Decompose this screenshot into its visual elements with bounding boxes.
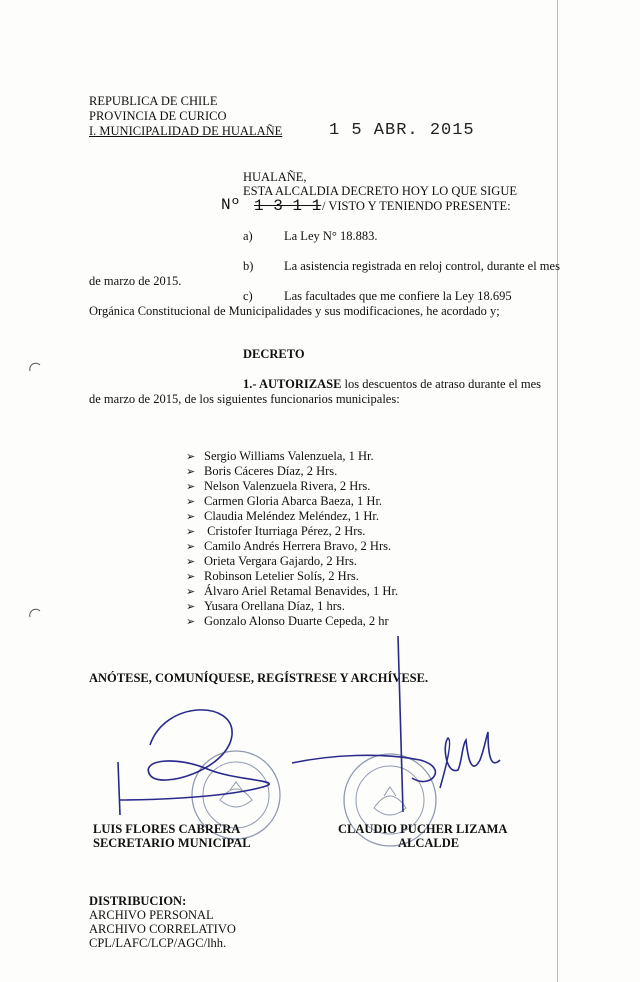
consideration-a-label: a)	[243, 229, 253, 243]
arrow-bullet-icon: ➢	[186, 616, 196, 628]
letterhead-country: REPUBLICA DE CHILE	[89, 94, 218, 108]
arrow-bullet-icon: ➢	[186, 556, 196, 568]
decree-item-text: los descuentos de atraso durante el mes	[341, 377, 542, 391]
list-item: ➢ Carmen Gloria Abarca Baeza, 1 Hr.	[186, 494, 383, 508]
consideration-c-label: c)	[243, 289, 253, 303]
letterhead-municipality: I. MUNICIPALIDAD DE HUALAÑE	[89, 124, 283, 138]
letterhead-province: PROVINCIA DE CURICO	[89, 109, 227, 123]
list-item: ➢ Orieta Vergara Gajardo, 2 Hrs.	[186, 554, 357, 568]
left-signatory-name: LUIS FLORES CABRERA	[93, 822, 241, 836]
visto-line: / VISTO Y TENIENDO PRESENTE:	[322, 199, 511, 213]
arrow-bullet-icon: ➢	[186, 481, 196, 493]
arrow-bullet-icon: ➢	[186, 466, 196, 478]
distribution-line: CPL/LAFC/LCP/AGC/lhh.	[89, 936, 227, 950]
arrow-bullet-icon: ➢	[186, 586, 196, 598]
list-item: ➢ Nelson Valenzuela Rivera, 2 Hrs.	[186, 479, 371, 493]
arrow-bullet-icon: ➢	[186, 541, 196, 553]
decree-number: 1 3 1 1	[254, 197, 322, 215]
list-item: ➢ Cristofer Iturriaga Pérez, 2 Hrs.	[186, 524, 366, 538]
right-signatory-title: ALCALDE	[398, 836, 460, 850]
decree-heading: DECRETO	[243, 347, 305, 361]
punch-hole-mark-icon	[30, 363, 40, 371]
consideration-a-text: La Ley N° 18.883.	[284, 229, 378, 243]
list-item: ➢ Sergio Williams Valenzuela, 1 Hr.	[186, 449, 374, 463]
arrow-bullet-icon: ➢	[186, 526, 196, 538]
distribution-line: ARCHIVO CORRELATIVO	[89, 922, 236, 936]
consideration-b-text: La asistencia registrada en reloj control, durante el mes	[284, 259, 560, 273]
decree-number-prefix: Nº	[221, 196, 241, 214]
closing-formula: ANÓTESE, COMUNÍQUESE, REGÍSTRESE Y ARCHÍVESE.	[89, 671, 429, 685]
date-stamp: 1 5 ABR. 2015	[329, 121, 475, 140]
consideration-c-text: Las facultades que me confiere la Ley 18.695	[284, 289, 512, 303]
arrow-bullet-icon: ➢	[186, 571, 196, 583]
consideration-b-continuation: de marzo de 2015.	[89, 274, 182, 288]
list-item: ➢ Camilo Andrés Herrera Bravo, 2 Hrs.	[186, 539, 392, 553]
punch-hole-mark-icon	[30, 609, 40, 617]
list-item: ➢ Boris Cáceres Díaz, 2 Hrs.	[186, 464, 338, 478]
arrow-bullet-icon: ➢	[186, 601, 196, 613]
consideration-c-continuation: Orgánica Constitucional de Municipalidades y sus modificaciones, he acordado y;	[89, 304, 500, 318]
distribution-line: ARCHIVO PERSONAL	[89, 908, 214, 922]
decree-item-number: 1.- AUTORIZASE	[243, 377, 342, 391]
right-signatory-name: CLAUDIO PUCHER LIZAMA	[338, 822, 508, 836]
decree-item-continuation: de marzo de 2015, de los siguientes funcionarios municipales:	[89, 392, 400, 406]
decree-today-line: ESTA ALCALDIA DECRETO HOY LO QUE SIGUE	[243, 184, 517, 198]
left-signature-icon	[118, 710, 269, 815]
arrow-bullet-icon: ➢	[186, 511, 196, 523]
distribution-heading: DISTRIBUCION:	[89, 894, 187, 908]
left-signatory-title: SECRETARIO MUNICIPAL	[93, 836, 251, 850]
list-item: ➢ Álvaro Ariel Retamal Benavides, 1 Hr.	[186, 584, 399, 598]
right-signature-icon	[292, 636, 500, 812]
arrow-bullet-icon: ➢	[186, 451, 196, 463]
list-item: ➢ Robinson Letelier Solís, 2 Hrs.	[186, 569, 359, 583]
place-line: HUALAÑE,	[243, 170, 307, 184]
list-item: ➢ Claudia Meléndez Meléndez, 1 Hr.	[186, 509, 379, 523]
consideration-b-label: b)	[243, 259, 254, 273]
list-item: ➢ Yusara Orellana Díaz, 1 hrs.	[186, 599, 345, 613]
list-item: ➢ Gonzalo Alonso Duarte Cepeda, 2 hr	[186, 614, 389, 628]
arrow-bullet-icon: ➢	[186, 496, 196, 508]
